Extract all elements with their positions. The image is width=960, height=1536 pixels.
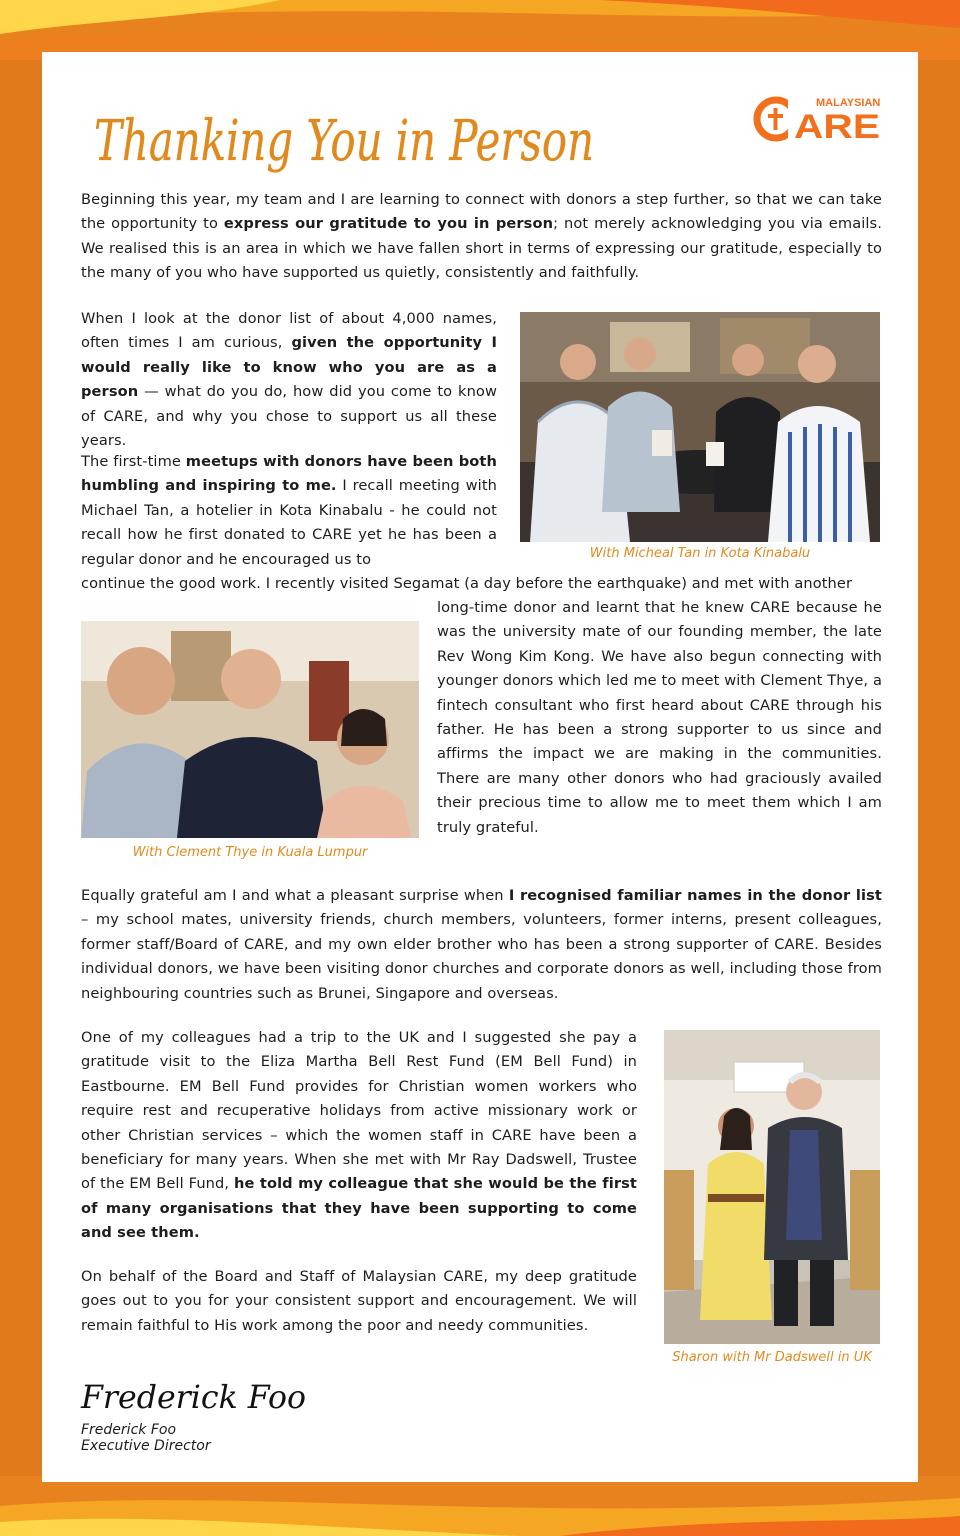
paragraph-uk-visit	[81, 1026, 637, 1246]
paragraph-text: I recall meeting with Michael Tan, a hotelier in Kota Kinabalu - he could not recall how he first donated to CARE yet he has been a regular donor and he encouraged us to	[81, 477, 497, 568]
signer-role: Executive Director	[81, 1438, 211, 1454]
paragraph-text: When I look at the donor list of about 4,000 names, often times I am curious,	[81, 310, 497, 352]
paragraph-bold: given the opportunity I would really like to know who you are as a person	[81, 334, 497, 401]
paragraph-closing	[81, 1265, 637, 1338]
paragraph-long-time-donor	[437, 596, 882, 840]
logo-word-top: MALAYSIAN	[816, 97, 881, 109]
paragraph-bold: I recognised familiar names in the donor list	[508, 887, 883, 904]
paragraph-text: long-time donor and learnt that he knew CARE because he was the university mate of our founding member, the late Rev Wong Kim Kong. We have also begun connecting with younger donors which led me to meet with Clement Thye, a fintech consultant who first heard about CARE through his father. He has been a strong supporter to us since and affirms the impact we are making in the communities. There are many other donors who had graciously availed their precious time to allow me to meet them which I am truly grateful.	[437, 599, 882, 836]
letter-sheet	[42, 52, 918, 1482]
paragraph-text: continue the good work. I recently visited Segamat (a day before the earthquake) and met with another	[81, 575, 853, 592]
paragraph-text: — what do you do, how did you come to know of CARE, and why you chose to support us all these years.	[81, 383, 497, 450]
signer-name: Frederick Foo	[81, 1422, 177, 1438]
signature-script: Frederick Foo	[80, 1378, 307, 1416]
photo-clement-thye	[81, 621, 419, 838]
paragraph-text: One of my colleagues had a trip to the UK and I suggested she pay a gratitude visit to the Eliza Martha Bell Rest Fund (EM Bell Fund) in Eastbourne. EM Bell Fund provides for Christian women workers who require rest and recuperative holidays from active missionary work or other Christian services – which the women staff in CARE have been a beneficiary for many years. When she met with Mr Ray Dadswell, Trustee of the EM Bell Fund,	[81, 1029, 637, 1193]
malaysian-care-logo	[754, 92, 882, 146]
photo-caption: Sharon with Mr Dadswell in UK	[672, 1350, 872, 1365]
paragraph-text: On behalf of the Board and Staff of Malaysian CARE, my deep gratitude goes out to you for your consistent support and encouragement. We will remain faithful to His work among the poor and needy communities.	[81, 1268, 637, 1334]
top-wave-decoration	[0, 0, 960, 60]
title-text: Thanking You in Person	[94, 109, 594, 174]
paragraph-text: ; not merely acknowledging you via emails. We realised this is an area in which we have fallen short in terms of expressing our gratitude, especially to the many of you who have supported us quietly, consistently and faithfully.	[81, 215, 882, 282]
bottom-wave-decoration	[0, 1476, 960, 1536]
page-title	[88, 74, 608, 194]
paragraph-meetups	[81, 450, 497, 572]
paragraph-familiar-names	[81, 884, 882, 1006]
paragraph-bold: meetups with donors have been both humbling and inspiring to me.	[81, 453, 497, 495]
paragraph-text: Equally grateful am I and what a pleasant surprise when	[81, 887, 509, 904]
paragraph-text: – my school mates, university friends, church members, volunteers, former interns, present colleagues, former staff/Board of CARE, and my own elder brother who has been a strong supporter of CARE. Besides individual donors, we have been visiting donor churches and corporate donors as well, including those from neighbouring countries such as Brunei, Singapore and overseas.	[81, 911, 882, 1002]
photo-mr-dadswell	[664, 1030, 880, 1344]
paragraph-segamat-line	[81, 572, 882, 596]
paragraph-curious	[81, 307, 497, 453]
photo-michael-tan	[520, 312, 880, 542]
paragraph-bold: he told my colleague that she would be the first of many organisations that they have been supporting to come and see them.	[81, 1175, 637, 1242]
paragraph-text: The first-time	[81, 453, 186, 470]
paragraph-intro	[81, 188, 882, 286]
logo-word-main: ARE	[794, 108, 880, 146]
paragraph-bold: express our gratitude to you in person	[223, 215, 554, 233]
signature	[81, 1370, 321, 1420]
photo-caption: With Clement Thye in Kuala Lumpur	[132, 845, 368, 860]
photo-caption: With Micheal Tan in Kota Kinabalu	[589, 546, 811, 561]
paragraph-text: Beginning this year, my team and I are learning to connect with donors a step further, so that we can take the opportunity to	[81, 191, 882, 233]
